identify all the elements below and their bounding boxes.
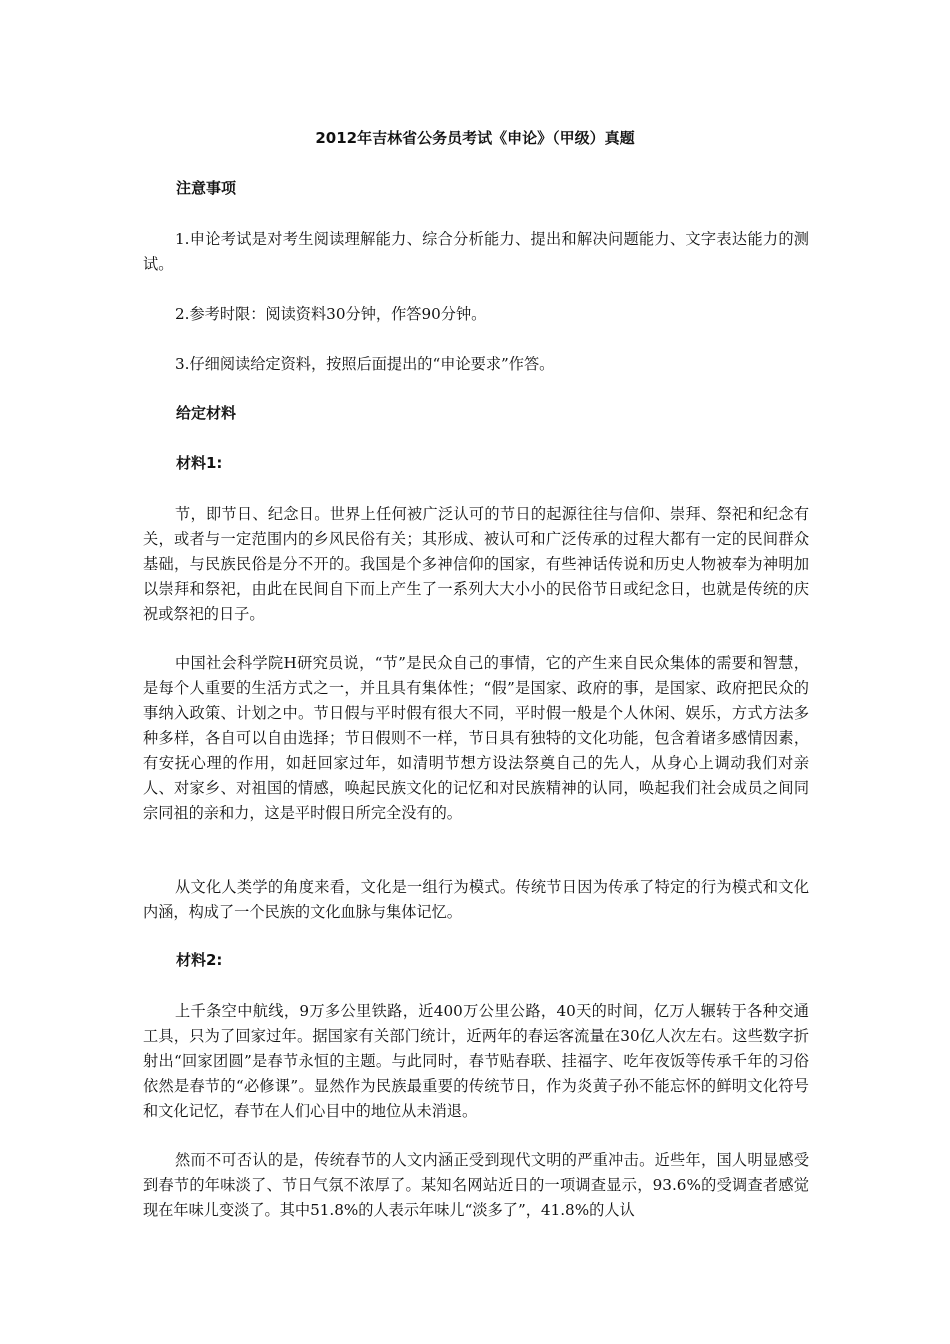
material-1-paragraph-1: 节，即节日、纪念日。世界上任何被广泛认可的节日的起源往往与信仰、崇拜、祭祀和纪念有关，或者与一定范围内的乡风民俗有关；其形成、被认可和广泛传承的过程大都有一定的民间群众基础，与民族民俗是分不开的。我国是个多神信仰的国家，有些神话传说和历史人物被奉为神明加以崇拜和祭祀，由此在民间自下而上产生了一系列大大小小的民俗节日或纪念日，也就是传统的庆祝或祭祀的日子。 — [143, 505, 809, 623]
material-2-heading: 材料2: — [176, 951, 223, 969]
material-1-heading: 材料1: — [176, 454, 223, 472]
material-2-paragraph-1: 上千条空中航线，9万多公里铁路，近400万公里公路，40天的时间，亿万人辗转于各种交通工具，只为了回家过年。据国家有关部门统计，近两年的春运客流量在30亿人次左右。这些数字折射出“回家团圆”是春节永恒的主题。与此同时，春节贴春联、挂福字、吃年夜饭等传承千年的习俗依然是春节的“必修课”。显然作为民族最重要的传统节日，作为炎黄子孙不能忘怀的鲜明文化符号和文化记忆，春节在人们心目中的地位从未消退。 — [143, 1002, 809, 1120]
notice-item-1: 1.申论考试是对考生阅读理解能力、综合分析能力、提出和解决问题能力、文字表达能力的测试。 — [143, 230, 809, 273]
materials-heading: 给定材料 — [176, 404, 237, 422]
document-title: 2012年吉林省公务员考试《申论》（甲级）真题 — [315, 129, 635, 147]
notice-item-3: 3.仔细阅读给定资料，按照后面提出的“申论要求”作答。 — [175, 355, 555, 373]
material-1-paragraph-2: 中国社会科学院H研究员说，“节”是民众自己的事情，它的产生来自民众集体的需要和智慧，是每个人重要的生活方式之一，并且具有集体性；“假”是国家、政府的事，是国家、政府把民众的事纳入政策、计划之中。节日假与平时假有很大不同，平时假一般是个人休闲、娱乐，方式方法多种多样，各自可以自由选择；节日假则不一样，节日具有独特的文化功能，包含着诸多感情因素，有安抚心理的作用，如赶回家过年，如清明节想方设法祭奠自己的先人，从身心上调动我们对亲人、对家乡、对祖国的情感，唤起民族文化的记忆和对民族精神的认同，唤起我们社会成员之间同宗同祖的亲和力，这是平时假日所完全没有的。 — [143, 654, 809, 822]
material-1-paragraph-3: 从文化人类学的角度来看，文化是一组行为模式。传统节日因为传承了特定的行为模式和文化内涵，构成了一个民族的文化血脉与集体记忆。 — [143, 878, 809, 921]
notice-item-2: 2.参考时限：阅读资料30分钟，作答90分钟。 — [175, 305, 487, 323]
notice-heading: 注意事项 — [176, 179, 237, 197]
material-2-paragraph-2: 然而不可否认的是，传统春节的人文内涵正受到现代文明的严重冲击。近些年，国人明显感受到春节的年味淡了、节日气氛不浓厚了。某知名网站近日的一项调查显示，93.6%的受调查者感觉现在年味儿变淡了。其中51.8%的人表示年味儿“淡多了”，41.8%的人认 — [143, 1151, 809, 1219]
